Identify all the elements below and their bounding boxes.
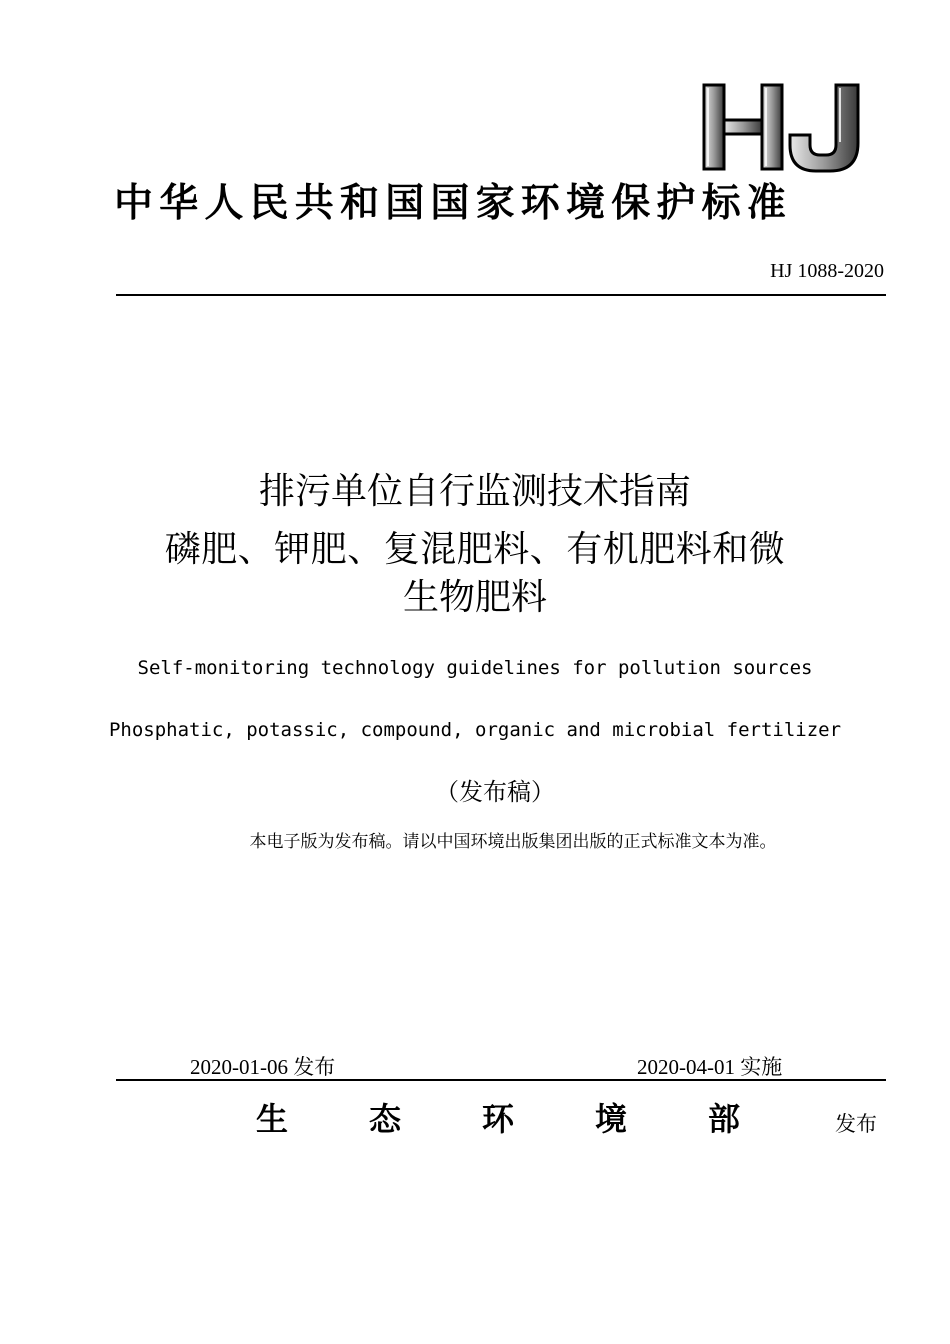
english-title-line-1: Self-monitoring technology guidelines for pollution sources	[137, 657, 813, 679]
hj-logo	[700, 82, 865, 174]
draft-label: （发布稿）	[435, 778, 555, 806]
standard-code: HJ 1088-2020	[770, 260, 884, 282]
publish-label: 发布	[835, 1112, 877, 1136]
document-title-line-1: 排污单位自行监测技术指南	[258, 471, 691, 512]
english-title-line-2: Phosphatic, potassic, compound, organic and microbial fertilizer	[108, 719, 842, 741]
issuing-ministry: 生态环境部	[256, 1100, 822, 1138]
document-title-line-3: 生物肥料	[402, 577, 547, 618]
standard-category-title: 中华人民共和国国家环境保护标准	[114, 180, 793, 226]
issue-date: 2020-01-06 发布	[190, 1055, 336, 1079]
edition-notice: 本电子版为发布稿。请以中国环境出版集团出版的正式标准文本为准。	[249, 832, 777, 852]
bottom-divider	[116, 1079, 886, 1081]
hj-logo-icon	[700, 82, 865, 174]
implementation-date: 2020-04-01 实施	[637, 1055, 783, 1079]
top-divider	[116, 294, 886, 296]
document-title-line-2: 磷肥、钾肥、复混肥料、有机肥料和微	[164, 529, 786, 570]
